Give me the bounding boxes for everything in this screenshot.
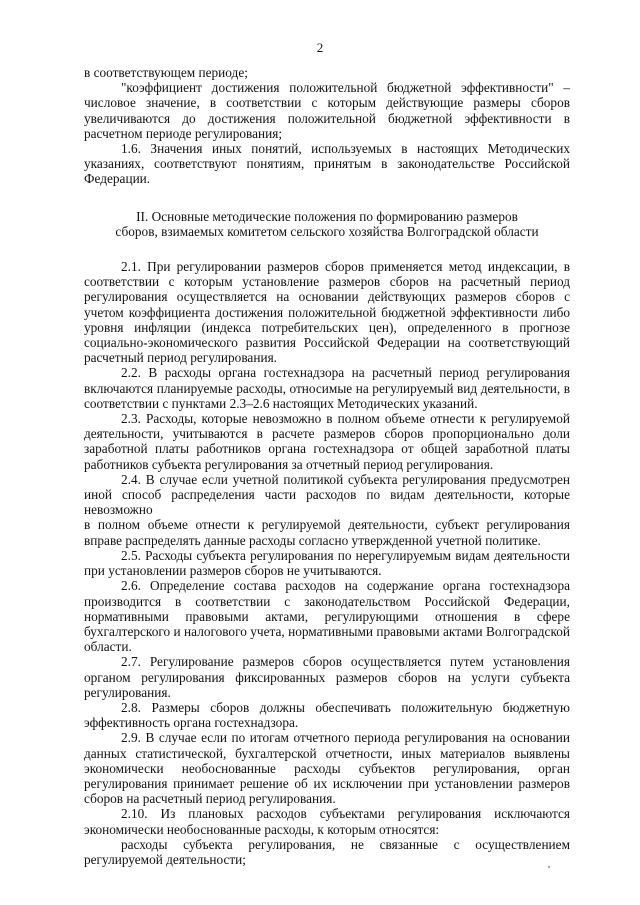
page-number: 2 xyxy=(316,40,324,55)
paragraph-2-7: 2.7. Регулирование размеров сборов осуществляется путем установления органом регулирования фиксированных размеров сборов на услуги субъекта регулирования. xyxy=(84,654,570,700)
document-body xyxy=(84,65,570,867)
scan-speck xyxy=(548,866,550,868)
section-heading-line-1: II. Основные методические положения по формированию размеров xyxy=(136,208,518,224)
paragraph-2-9: 2.9. В случае если по итогам отчетного периода регулирования на основании данных статистической, бухгалтерской отчетности, иных материалов выявлены экономически необоснованные расходы субъектов регулирования, орган регулирования принимает решение об их исключении при установлении размеров сборов на расчетный период регулирования. xyxy=(84,730,570,807)
paragraph-2-8: 2.8. Размеры сборов должны обеспечивать положительную бюджетную эффективность органа гостехнадзора. xyxy=(84,699,570,731)
paragraph-1-6: 1.6. Значения иных понятий, используемых в настоящих Методических указаниях, соответствуют понятиям, принятым в законодательстве Российской Федерации. xyxy=(84,141,570,187)
paragraph-2-10: 2.10. Из плановых расходов субъектами регулирования исключаются экономически необоснованные расходы, к которым относятся: xyxy=(84,806,570,837)
paragraph-2-1: 2.1. При регулировании размеров сборов применяется метод индексации, в соответствии с которым установление размеров сборов на расчетный период регулирования осуществляется на основании действующих размеров сборов с учетом коэффициента достижения положительной бюджетной эффективности либо уровня инфляции (индекса потребительских цен), определенного в прогнозе социально-экономического развития Российской Федерации на соответствующий расчетный период регулирования. xyxy=(84,259,570,366)
paragraph-2-2: 2.2. В расходы органа гостехнадзора на расчетный период регулирования включаются планируемые расходы, относимые на регулируемый вид деятельности, в соответствии с пунктами 2.3–2.6 настоящих Методических указаний. xyxy=(84,365,570,411)
paragraph-2-4-continued: в полном объеме отнести к регулируемой деятельности, субъект регулирования вправе распределять данные расходы согласно утвержденной учетной политике. xyxy=(84,517,570,548)
paragraph-intro-1: в соответствующем периоде; xyxy=(84,65,248,80)
paragraph-2-4: 2.4. В случае если учетной политикой субъекта регулирования предусмотрен иной способ распределения части расходов по видам деятельности, которые невозможно xyxy=(84,471,570,518)
section-heading-line-2: сборов, взимаемых комитетом сельского хозяйства Волгоградской области xyxy=(115,223,539,239)
paragraph-2-6: 2.6. Определение состава расходов на содержание органа гостехнадзора производится в соответствии с законодательством Российской Федерации, нормативными правовыми актами, регулирующими отношения в сфере бухгалтерского и налогового учета, нормативными правовыми актами Волгоградской области. xyxy=(84,578,570,655)
paragraph-2-3: 2.3. Расходы, которые невозможно в полном объеме отнести к регулируемой деятельности, учитываются в расчете размеров сборов пропорционально доли заработной платы работников органа гостехнадзора от общей заработной платы работников субъекта регулирования за отчетный период регулирования. xyxy=(84,411,570,472)
paragraph-2-10-item: расходы субъекта регулирования, не связанные с осуществлением регулируемой деятельности; xyxy=(84,836,570,867)
paragraph-definition: "коэффициент достижения положительной бюджетной эффективности" – числовое значение, в соответствии с которым действующие размеры сборов увеличиваются до достижения положительной бюджетной эффективности в расчетном периоде регулирования; xyxy=(84,80,570,141)
paragraph-2-5: 2.5. Расходы субъекта регулирования по нерегулируемым видам деятельности при установлении размеров сборов не учитываются. xyxy=(84,547,570,579)
